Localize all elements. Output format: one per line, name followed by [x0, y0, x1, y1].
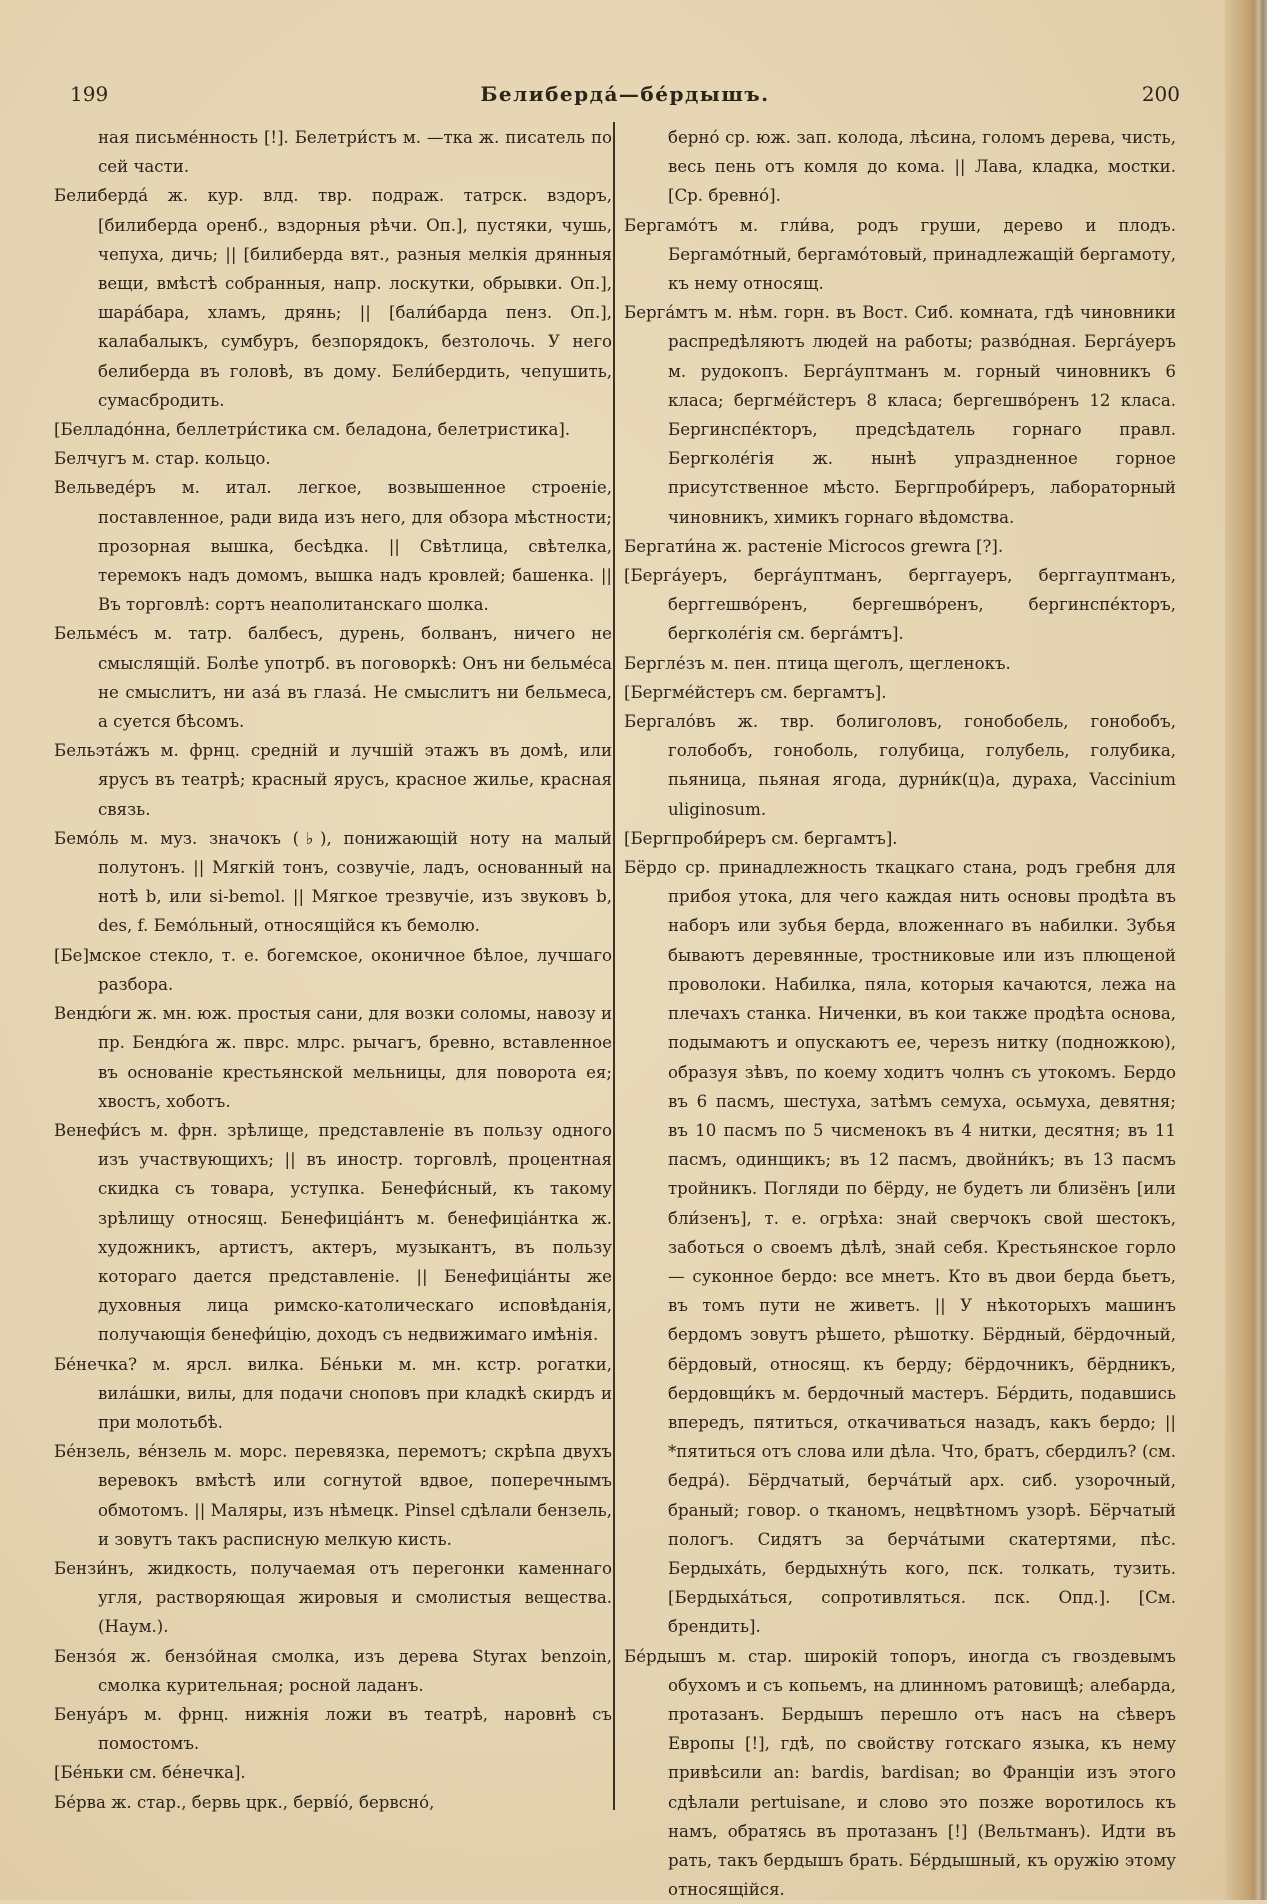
running-title: Белиберда́—бе́рдышъ. — [480, 82, 770, 106]
dictionary-entry: Бе́рва ж. стар., бервь црк., берві́ó, бервсно́, — [54, 1792, 435, 1812]
dictionary-entry: [Берга́уеръ, берга́уптманъ, берггауеръ, берггауптманъ, берггешво́ренъ, бергешво́ренъ, бергинспе́кторъ, бергколе́гія см. берга́мтъ]. — [624, 566, 1176, 644]
page-number-right: 200 — [1141, 82, 1180, 106]
dictionary-entry: Бе́нзель, ве́нзель м. морс. перевязка, перемотъ; скрѣпа двухъ веревокъ вмѣстѣ или согнутой вдвое, поперечнымъ обмотомъ. || Маляры, изъ нѣмецк. Pinsel сдѣлали бензель, и зовутъ такъ расписную мелкую кисть. — [54, 1442, 612, 1549]
dictionary-entry: Бензо́я ж. бензо́йная смолка, изъ дерева Styrax benzoin, смолка курительная; росной ладанъ. — [54, 1646, 612, 1695]
dictionary-entry: ная письме́нность [!]. Белетри́стъ м. —тка ж. писатель по сей части. — [98, 128, 612, 177]
column-divider — [613, 122, 615, 1810]
left-column — [54, 123, 612, 1817]
dictionary-entry: берно́ ср. юж. зап. колода, лѣсина, голомъ дерева, чисть, весь пень отъ комля до кома. || Лава, кладка, мостки. [Ср. бревно́]. — [668, 128, 1176, 206]
right-column — [624, 123, 1176, 1904]
dictionary-entry: Бельме́съ м. татр. балбесъ, дурень, болванъ, ничего не смыслящій. Болѣе употрб. въ поговоркѣ: Онъ ни бельме́са не смыслитъ, ни аза́ въ глаза́. Не смыслитъ ни бельмеса, а суется бѣсомъ. — [54, 624, 612, 732]
dictionary-entry: Бельэта́жъ м. фрнц. средній и лучшій этажъ въ домѣ, или ярусъ въ театрѣ; красный ярусъ, красное жилье, красная связь. — [54, 741, 612, 819]
dictionary-entry: Бергати́на ж. растеніе Microcos grewra [?]. — [624, 536, 1004, 556]
dictionary-entry: Венефи́съ м. фрн. зрѣлище, представленіе въ пользу одного изъ участвующихъ; || въ иностр. торговлѣ, процентная скидка съ товара, уступка. Бенефи́сный, къ такому зрѣлищу относящ. Бенефиціа́нтъ м. бенефиціа́нтка ж. художникъ, артистъ, актеръ, музыкантъ, въ пользу котораго дается представленіе. || Бенефиціа́нты же духовныя лица римско-католическаго исповѣданія, получающія бенефи́цію, доходъ съ недвижимаго имѣнія. — [54, 1120, 612, 1345]
dictionary-entry: Бергамо́тъ м. гли́ва, родъ груши, дерево и плодъ. Бергамо́тный, бергамо́товый, принадлежащій бергамоту, къ нему относящ. — [624, 215, 1176, 294]
dictionary-entry: [Бергме́йстеръ см. бергамтъ]. — [624, 682, 887, 702]
book-edge — [1225, 0, 1267, 1900]
dictionary-entry: Бёрдо ср. принадлежность ткацкаго стана, родъ гребня для прибоя утока, для чего каждая нить основы продѣта въ наборъ или зубья берда, вложеннаго въ набилки. Зубья бываютъ деревянные, тростниковые или изъ плющеной проволоки. Набилка, пяла, которыя качаются, лежа на плечахъ станка. Ниченки, въ кои также продѣта основа, подымаютъ и опускаютъ ее, черезъ нитку (подножкою), образуя зѣвъ, по коему ходитъ чолнъ съ утокомъ. Бердо въ 6 пасмъ, шестуха, затѣмъ семуха, осьмуха, девятня; въ 10 пасмъ по 5 чисменокъ въ 4 нитки, десятня; въ 11 пасмъ, одинщикъ; въ 12 пасмъ, двойни́къ; въ 13 пасмъ тройникъ. Погляди по бёрду, не будетъ ли близёнъ [или бли́зенъ], т. е. огрѣха: знай сверчокъ свой шестокъ, заботься о своемъ дѣлѣ, знай себя. Крестьянское горло — суконное бердо: все мнетъ. Кто въ двои берда бьетъ, въ томъ пути не живетъ. || У нѣкоторыхъ машинъ бердомъ зовутъ рѣшето, рѣшотку. Бёрдный, бёрдочный, бёрдовый, относящ. къ берду; бёрдочникъ, бёрдникъ, бердовщи́къ м. бердочный мастеръ. Бе́рдить, подавшись впередъ, пятиться, откачиваться назадъ, какъ бердо; || *пятиться отъ слова или дѣла. Что, братъ, сбердилъ? (см. бедра́). Бёрдчатый, берча́тый арх. сиб. узорочный, браный; говор. о тканомъ, нецвѣтномъ узорѣ. Бёрчатый пологъ. Сидятъ за берча́тыми скатертями, пѣс. Бердыха́ть, бердыхну́ть кого, пск. толкать, тузить. [Бердыха́ться, сопротивляться. пск. Опд.]. [См. брендить]. — [624, 858, 1176, 1637]
dictionary-entry: Вельведе́ръ м. итал. легкое, возвышенное строеніе, поставленное, ради вида изъ него, для обзора мѣстности; прозорная вышка, бесѣдка. || Свѣтлица, свѣтелка, теремокъ надъ домомъ, вышка надъ кровлей; башенка. || Въ торговлѣ: сортъ неаполитанскаго шолка. — [54, 478, 612, 615]
dictionary-entry: Бензи́нъ, жидкость, получаемая отъ перегонки каменнаго угля, растворяющая жировыя и смолистыя вещества. (Наум.). — [54, 1558, 612, 1637]
dictionary-entry: Белиберда́ ж. кур. влд. твр. подраж. татрск. вздоръ, [билиберда оренб., вздорныя рѣчи. Оп.], пустяки, чушь, чепуха, дичь; || [билиберда вят., разныя мелкія дрянныя вещи, вмѣстѣ собранныя, напр. лоскутки, обрывки. Оп.], шара́бара, хламъ, дрянь; || [бали́барда пенз. Оп.], калабалыкъ, сумбуръ, безпорядокъ, безтолочь. У него белиберда въ головѣ, въ дому. Бели́бердить, чепушить, сумасбродить. — [54, 186, 612, 410]
dictionary-entry: Вендю́ги ж. мн. юж. простыя сани, для возки соломы, навозу и пр. Бендю́га ж. пврс. млрс. рычагъ, бревно, вставленное въ основаніе крестьянской мельницы, для поворота ея; хвостъ, хоботъ. — [54, 1004, 612, 1111]
dictionary-entry: Бергало́въ ж. твр. болиголовъ, гонобобель, гонобобъ, голобобъ, гоноболь, голубица, голубель, голубика, пьяница, пьяная ягода, дурни́к(ц)а, дураха, Vaccinium uliginosum. — [624, 712, 1176, 819]
page-number-left: 199 — [70, 82, 109, 106]
dictionary-entry: Бе́рдышъ м. стар. широкій топоръ, иногда съ гвоздевымъ обухомъ и съ копьемъ, на длинномъ ратовищѣ; алебарда, протазанъ. Бердышъ перешло отъ насъ на сѣверъ Европы [!], гдѣ, по свойству готскаго языка, къ нему привѣсили an: bardis, bardisan; во Франціи изъ этого сдѣлали pertuisane, и слово это позже воротилось къ намъ, обратясь въ протазанъ [!] (Вельтманъ). Идти въ рать, такъ бердышъ брать. Бе́рдышный, къ оружію этому относящійся. — [624, 1646, 1176, 1900]
dictionary-entry: Бергле́зъ м. пен. птица щеголъ, щегленокъ. — [624, 653, 1011, 673]
dictionary-entry: Берга́мтъ м. нѣм. горн. въ Вост. Сиб. комната, гдѣ чиновники распредѣляютъ людей на работы; разво́дная. Берга́уеръ м. рудокопъ. Берга́уптманъ м. горный чиновникъ 6 класа; бергме́йстеръ 8 класа; бергешво́ренъ 12 класа. Бергинспе́кторъ, предсѣдатель горнаго правл. Бергколе́гія ж. нынѣ упраздненное горное присутственное мѣсто. Бергпроби́реръ, лабораторный чиновникъ, химикъ горнаго вѣдомства. — [624, 303, 1176, 527]
dictionary-entry: [Бергпроби́реръ см. бергамтъ]. — [624, 828, 898, 848]
dictionary-entry: [Белладо́нна, беллетри́стика см. беладона, белетристика]. — [54, 420, 571, 440]
dictionary-entry: Бенуа́ръ м. фрнц. нижнія ложи въ театрѣ, наровнѣ съ помостомъ. — [54, 1704, 612, 1754]
dictionary-entry: Бе́нечка? м. ярсл. вилка. Бе́ньки м. мн. кстр. рогатки, вила́шки, вилы, для подачи сноповъ при кладкѣ скирдъ и при молотьбѣ. — [54, 1354, 612, 1432]
page-header — [70, 82, 1180, 112]
dictionary-entry: Бемо́ль м. муз. значокъ (♭), понижающій ноту на малый полутонъ. || Мягкій тонъ, созвучіе, ладъ, основанный на нотѣ b, или si-bemol. || Мягкое трезвучіе, изъ звуковъ b, des, f. Бемо́льный, относящійся къ бемолю. — [54, 828, 612, 936]
dictionary-entry: Белчугъ м. стар. кольцо. — [54, 449, 271, 469]
dictionary-entry: [Бе́ньки см. бе́нечка]. — [54, 1763, 246, 1783]
dictionary-entry: [Бе]мское стекло, т. е. богемское, оконичное бѣлое, лучшаго разбора. — [54, 945, 612, 994]
